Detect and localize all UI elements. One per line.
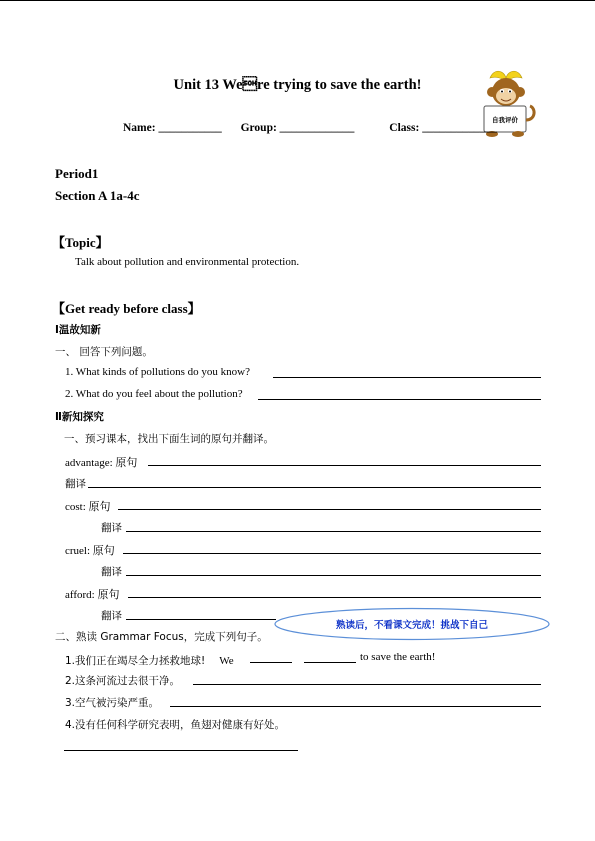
answer-questions-instruction: 一、 回答下列问题。	[55, 346, 153, 358]
section-heading: Section A 1a-4c	[55, 188, 140, 203]
word-cruel-sentence: cruel: 原句	[65, 545, 115, 557]
answer-line-sentence-3[interactable]	[170, 706, 541, 707]
sentence-1	[65, 651, 234, 669]
question-2: 2. What do you feel about the pollution?	[65, 388, 243, 400]
sentence-1-blank-1[interactable]	[250, 662, 292, 663]
word-afford-translation: 翻译	[101, 610, 122, 622]
word-advantage-sentence: advantage: 原句	[65, 457, 138, 469]
student-info-row	[123, 122, 497, 134]
page-title: Unit 13 Were trying to save the earth!	[173, 77, 422, 93]
answer-line-afford-translation[interactable]	[126, 619, 276, 620]
word-cost-translation: 翻译	[101, 522, 122, 534]
name-field-label[interactable]: Name: ___________	[123, 122, 222, 134]
question-1: 1. What kinds of pollutions do you know?	[65, 366, 250, 378]
answer-line-cost-translation[interactable]	[126, 531, 541, 532]
answer-line-afford[interactable]	[128, 597, 541, 598]
word-afford-sentence: afford: 原句	[65, 589, 120, 601]
word-cruel-translation: 翻译	[101, 566, 122, 578]
period-heading: Period1	[55, 166, 99, 181]
sentence-1-we: We	[219, 655, 234, 667]
get-ready-heading: 【Get ready before class】	[52, 301, 201, 316]
sentence-2: 2.这条河流过去很干净。	[65, 675, 181, 687]
sentence-1-chinese: 1.我们正在竭尽全力拯救地球!	[65, 655, 206, 667]
topic-text: Talk about pollution and environmental protection.	[75, 256, 300, 268]
answer-line-sentence-2[interactable]	[193, 684, 541, 685]
word-advantage-translation: 翻译	[65, 478, 86, 490]
answer-line-sentence-4[interactable]	[64, 750, 298, 751]
answer-line-cost[interactable]	[118, 509, 541, 510]
grammar-focus-instruction: 二、熟读 Grammar Focus，完成下列句子。	[55, 631, 268, 643]
answer-line-advantage-translation[interactable]	[88, 487, 541, 488]
sentence-3: 3.空气被污染严重。	[65, 697, 160, 709]
group-field-label[interactable]: Group: _____________	[240, 122, 355, 134]
answer-line-cruel[interactable]	[123, 553, 541, 554]
class-field-label[interactable]: Class: _____________	[389, 122, 497, 134]
preview-instruction: 一、预习课本，找出下面生词的原句并翻译。	[64, 433, 274, 445]
top-rule	[0, 0, 595, 1]
answer-line-advantage[interactable]	[148, 465, 541, 466]
hint-bubble-text: 熟读后，不看课文完成！挑战下自己	[335, 620, 488, 631]
word-cost-sentence: cost: 原句	[65, 501, 111, 513]
answer-line-q1[interactable]	[273, 377, 541, 378]
new-knowledge-heading: Ⅱ新知探究	[55, 411, 104, 423]
sentence-4: 4.没有任何科学研究表明，鱼翅对健康有好处。	[65, 719, 286, 731]
answer-line-cruel-translation[interactable]	[126, 575, 541, 576]
review-heading: Ⅰ温故知新	[55, 324, 101, 336]
topic-heading: 【Topic】	[52, 235, 109, 250]
sentence-1-ending: to save the earth!	[360, 651, 436, 663]
badge-label: 自我评价	[492, 116, 518, 124]
sentence-1-blank-2[interactable]	[304, 662, 356, 663]
answer-line-q2[interactable]	[258, 399, 541, 400]
